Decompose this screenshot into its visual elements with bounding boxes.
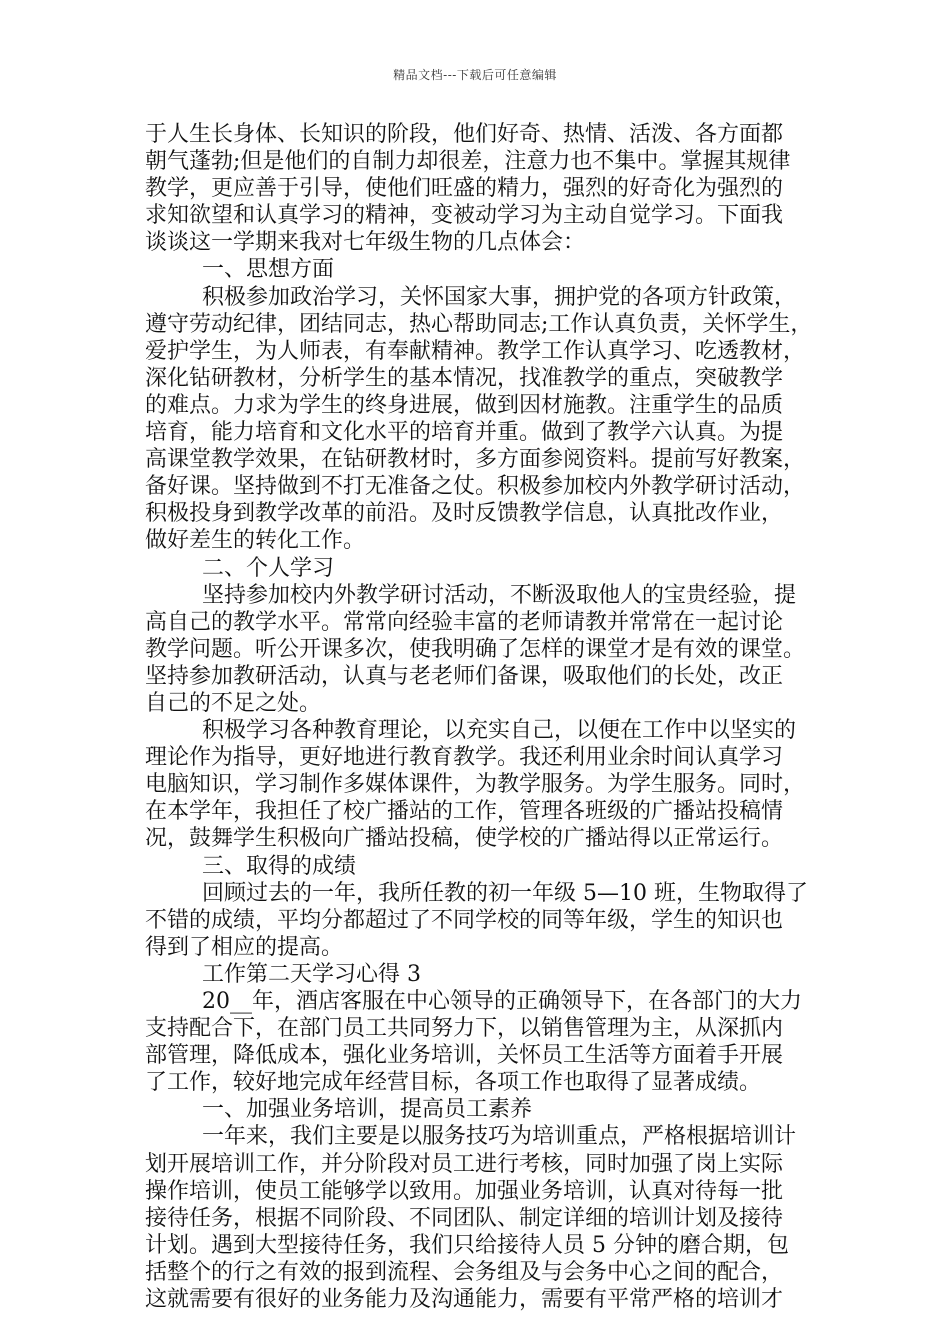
text-line: 教学，更应善于引导，使他们旺盛的精力，强烈的好奇化为强烈的 — [145, 176, 784, 202]
text-line: 在本学年，我担任了校广播站的工作，管理各班级的广播站投稿情 — [145, 799, 784, 825]
text-line: 深化钻研教材，分析学生的基本情况，找准教学的重点，突破教学 — [145, 365, 784, 391]
text-line: 回顾过去的一年，我所任教的初一年级 5—10 班，生物取得了 — [202, 880, 808, 906]
text-line: 了工作，较好地完成年经营目标，各项工作也取得了显著成绩。 — [145, 1070, 762, 1096]
text-line: 得到了相应的提高。 — [145, 934, 344, 960]
text-line: 培育，能力培育和文化水平的培育并重。做到了教学六认真。为提 — [145, 420, 784, 446]
text-line: 坚持参加教研活动，认真与老老师们备课，吸取他们的长处，改正 — [145, 663, 784, 689]
text-line: 备好课。坚持做到不打无准备之仗。积极参加校内外教学研讨活动， — [145, 474, 806, 500]
text-line: 理论作为指导，更好地进行教育教学。我还利用业余时间认真学习 — [145, 745, 784, 771]
text-line: 谈谈这一学期来我对七年级生物的几点体会： — [145, 230, 586, 256]
text-line: 遵守劳动纪律，团结同志，热心帮助同志;工作认真负责，关怀学生， — [145, 311, 813, 337]
text-line: 操作培训，使员工能够学以致用。加强业务培训，认真对待每一批 — [145, 1178, 784, 1204]
text-line: 自己的不足之处。 — [145, 690, 322, 716]
text-line: 高课堂教学效果，在钻研教材时，多方面参阅资料。提前写好教案， — [145, 447, 806, 473]
text-line: 的难点。力求为学生的终身进展，做到因材施教。注重学生的品质 — [145, 392, 784, 418]
text-line: 做好差生的转化工作。 — [145, 528, 366, 554]
text-line: 支持配合下，在部门员工共同努力下，以销售管理为主，从深抓内 — [145, 1016, 784, 1042]
text-line: 一、加强业务培训，提高员工素养 — [202, 1097, 533, 1123]
text-line: 积极学习各种教育理论，以充实自己，以便在工作中以坚实的 — [202, 718, 797, 744]
text-line: 括整个的行之有效的报到流程、会务组及与会务中心之间的配合， — [145, 1259, 784, 1285]
text-line: 二、个人学习 — [202, 555, 335, 581]
text-line: 三、取得的成绩 — [202, 853, 357, 879]
text-line: 教学问题。听公开课多次，使我明确了怎样的课堂才是有效的课堂。 — [145, 636, 806, 662]
text-line: 高自己的教学水平。常常向经验丰富的老师请教并常常在一起讨论 — [145, 609, 784, 635]
text-line: 况，鼓舞学生积极向广播站投稿，使学校的广播站得以正常运行。 — [145, 826, 784, 852]
text-line: 求知欲望和认真学习的精神，变被动学习为主动自觉学习。下面我 — [145, 203, 784, 229]
text-line: 一年来，我们主要是以服务技巧为培训重点，严格根据培训计 — [202, 1124, 797, 1150]
text-line: 接待任务，根据不同阶段、不同团队、制定详细的培训计划及接待 — [145, 1205, 784, 1231]
text-line: 积极投身到教学改革的前沿。及时反馈教学信息，认真批改作业， — [145, 501, 784, 527]
text-line: 积极参加政治学习，关怀国家大事，拥护党的各项方针政策， — [202, 284, 797, 310]
text-line: 一、思想方面 — [202, 257, 335, 283]
text-line: 爱护学生，为人师表，有奉献精神。教学工作认真学习、吃透教材， — [145, 338, 806, 364]
document-body — [145, 121, 817, 1313]
text-line: 于人生长身体、长知识的阶段，他们好奇、热情、活泼、各方面都 — [145, 122, 784, 147]
page-header: 精品文档---下载后可任意编辑 — [393, 68, 557, 82]
text-line: 不错的成绩，平均分都超过了不同学校的同等年级，学生的知识也 — [145, 907, 784, 933]
text-line: 电脑知识，学习制作多媒体课件，为教学服务。为学生服务。同时， — [145, 772, 806, 798]
text-line: 20__年，酒店客服在中心领导的正确领导下，在各部门的大力 — [202, 989, 802, 1014]
text-line: 划开展培训工作，并分阶段对员工进行考核，同时加强了岗上实际 — [145, 1151, 784, 1177]
text-line: 计划。遇到大型接待任务，我们只给接待人员 5 分钟的磨合期，包 — [145, 1232, 789, 1258]
text-line: 部管理，降低成本，强化业务培训，关怀员工生活等方面着手开展 — [145, 1043, 784, 1069]
text-line: 朝气蓬勃;但是他们的自制力却很差，注意力也不集中。掌握其规律 — [145, 149, 791, 175]
text-line: 这就需要有很好的业务能力及沟通能力，需要有平常严格的培训才 — [145, 1287, 784, 1313]
text-line: 工作第二天学习心得 3 — [202, 961, 421, 987]
text-line: 坚持参加校内外教学研讨活动，不断汲取他人的宝贵经验，提 — [202, 582, 797, 608]
